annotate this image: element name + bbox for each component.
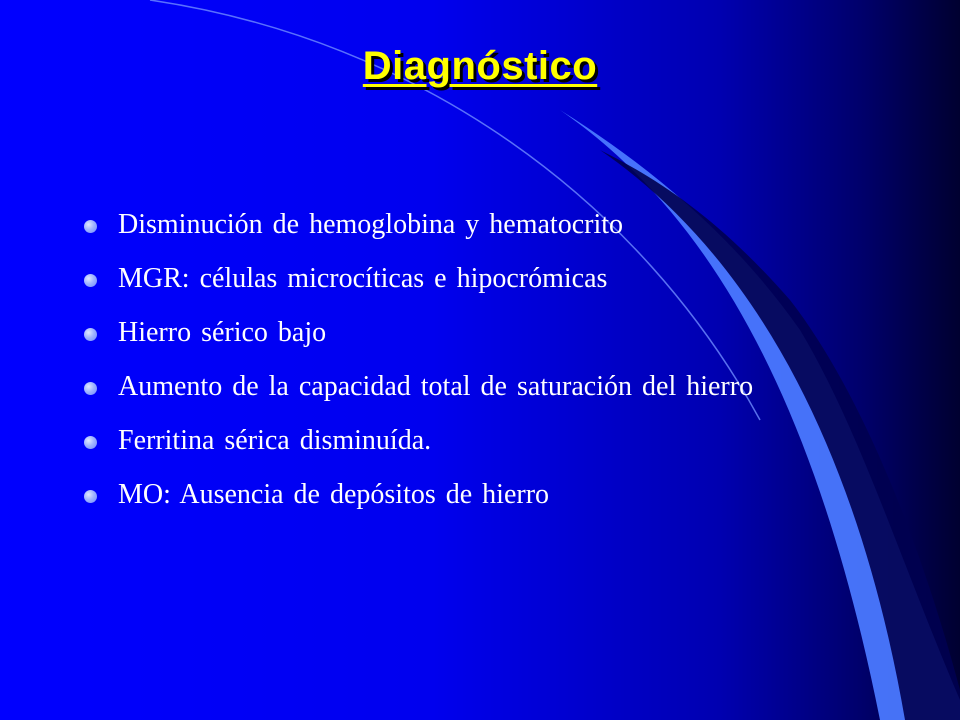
bullet-dot-icon — [84, 220, 97, 233]
bullet-item — [84, 262, 844, 296]
bullet-dot-icon — [84, 328, 97, 341]
bullet-dot-icon — [84, 382, 97, 395]
bullet-text: Hierro sérico bajo — [118, 317, 327, 348]
bullet-text: MGR: células microcíticas e hipocrómicas — [118, 263, 608, 294]
bullet-text: Disminución de hemoglobina y hematocrito — [118, 209, 624, 240]
bullet-dot-icon — [84, 490, 97, 503]
bullet-item — [84, 424, 844, 458]
bullet-item — [84, 370, 844, 404]
bullet-text: Aumento de la capacidad total de saturación del hierro — [118, 371, 754, 402]
bullet-item — [84, 208, 844, 242]
bullet-dot-icon — [84, 274, 97, 287]
bullet-item — [84, 316, 844, 350]
bullet-dot-icon — [84, 436, 97, 449]
bullet-item — [84, 478, 844, 512]
bullet-list — [84, 208, 844, 532]
bullet-text: MO: Ausencia de depósitos de hierro — [118, 479, 550, 510]
bullet-text: Ferritina sérica disminuída. — [118, 425, 432, 456]
slide-title: Diagnóstico — [362, 44, 598, 88]
